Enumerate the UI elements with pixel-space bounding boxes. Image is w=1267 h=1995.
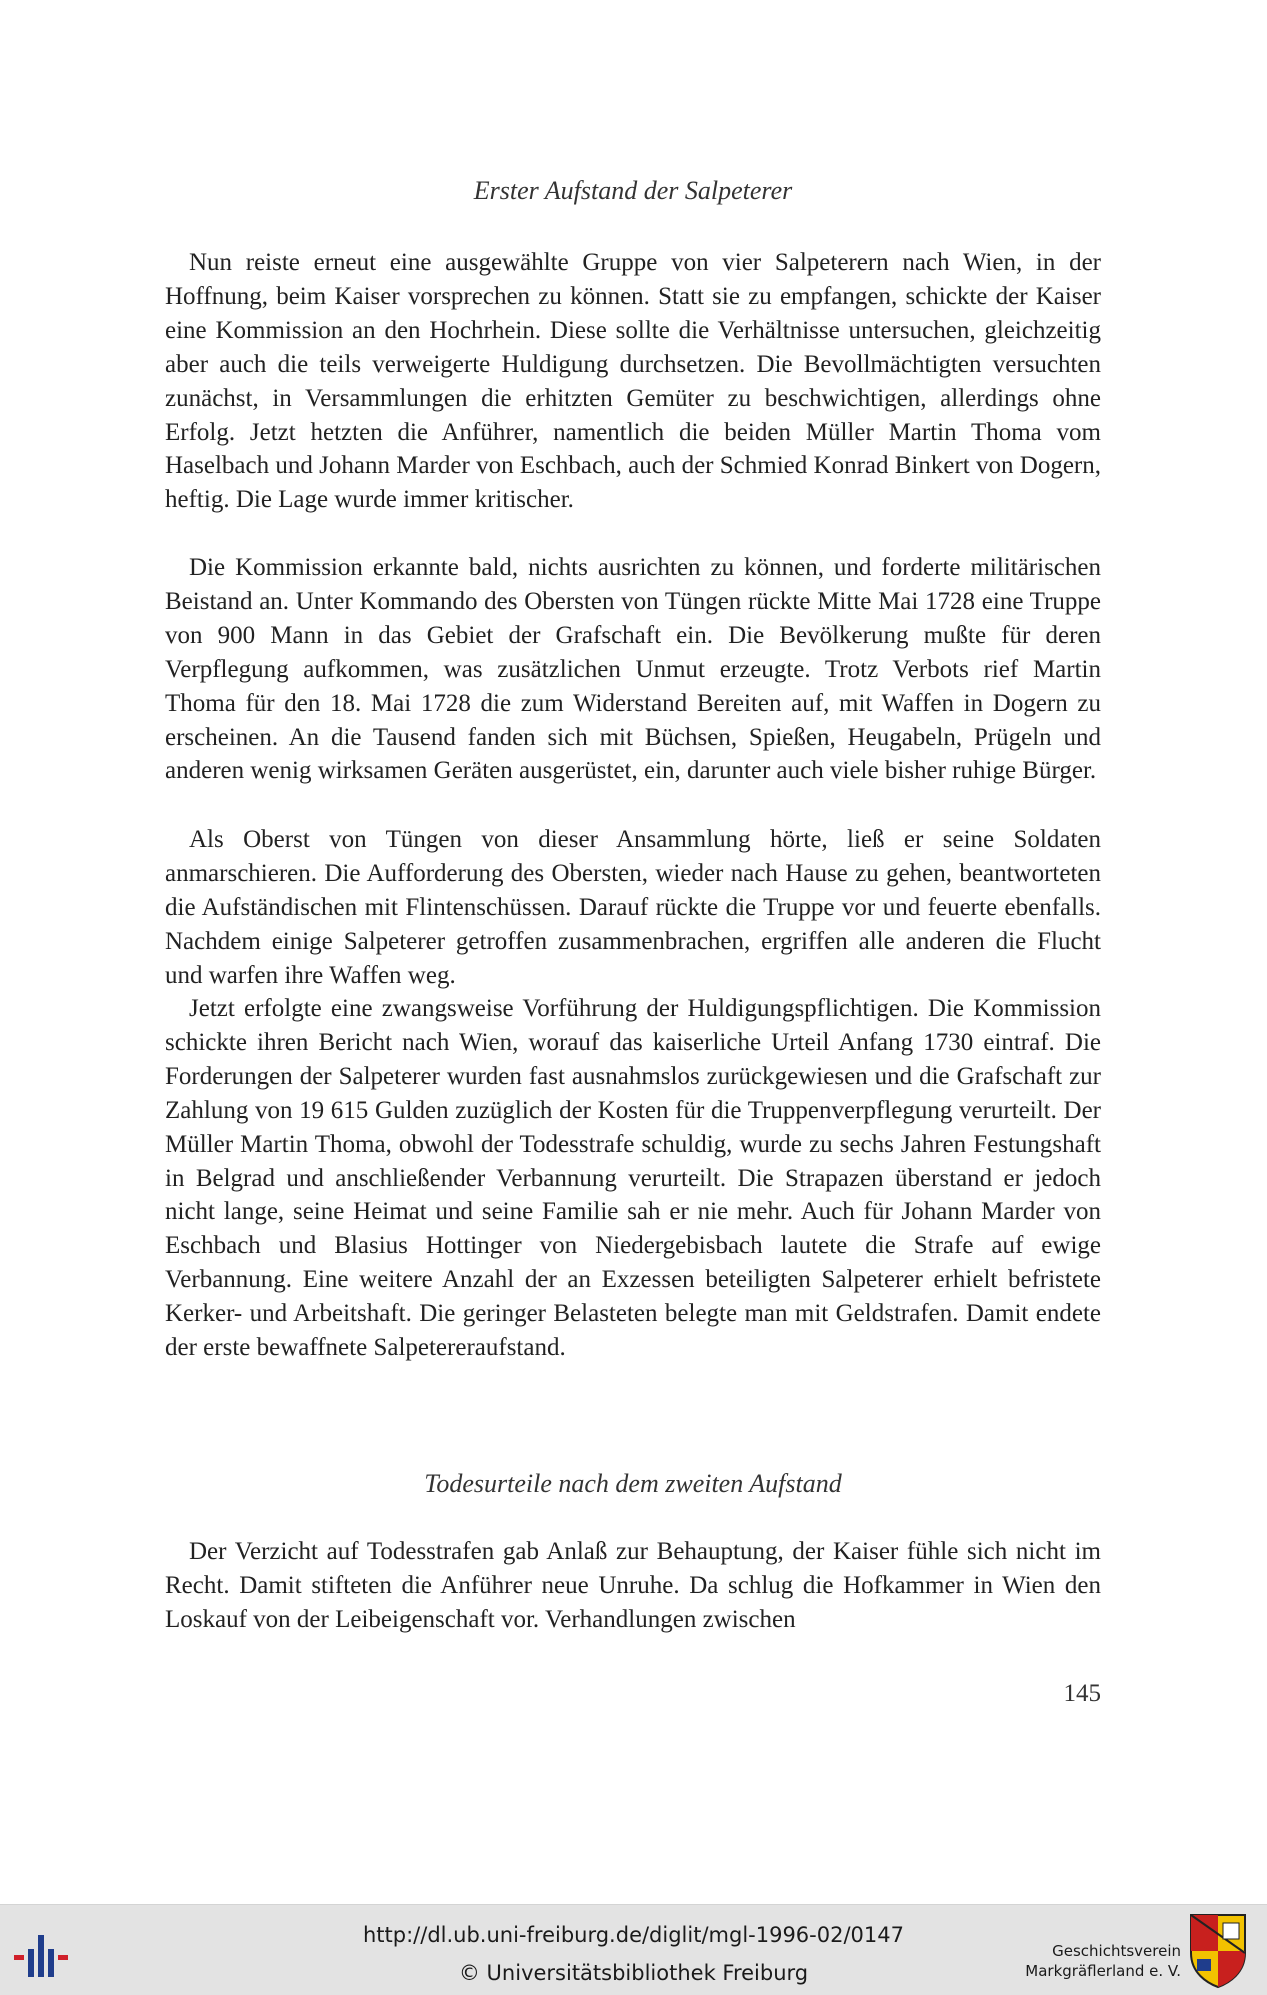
section-heading: Todesurteile nach dem zweiten Aufstand	[424, 1469, 842, 1498]
copyright-text: © Universitätsbibliothek Freiburg	[458, 1961, 809, 1985]
page-number: 145	[1063, 1680, 1101, 1707]
paragraph: Die Kommission erkannte bald, nichts ausrichten zu können, und forderte militärischen Beistand an. Unter Kommando des Obersten von Tüngen rückte Mitte Mai 1728 eine Truppe von 900 Mann in das Gebiet der Grafschaft ein. Die Bevölkerung mußte für deren Verpflegung aufkommen, was zusätzlichen Unmut erzeugte. Trotz Verbots rief Martin Thoma für den 18. Mai 1728 die zum Widerstand Bereiten auf, mit Waffen in Dogern zu erscheinen. An die Tausend fanden sich mit Büchsen, Spießen, Heugabeln, Prügeln und anderen wenig wirksamen Geräten ausgerüstet, ein, darunter auch viele bisher ruhige Bürger.	[165, 554, 1101, 785]
paragraph: Jetzt erfolgte eine zwangsweise Vorführung der Huldigungspflichtigen. Die Kommission schickte ihren Bericht nach Wien, worauf das kaiserliche Urteil Anfang 1730 eintraf. Die Forderungen der Salpeterer wurden fast ausnahmslos zurückgewiesen und die Grafschaft zur Zahlung von 19 615 Gulden zuzüglich der Kosten für die Truppenverpflegung verurteilt. Der Müller Martin Thoma, obwohl der Todesstrafe schuldig, wurde zu sechs Jahren Festungshaft in Belgrad und anschließender Verbannung verurteilt. Die Strapazen überstand er jedoch nicht lange, seine Heimat und seine Familie sah er nie mehr. Auch für Johann Marder von Eschbach und Blasius Hottinger von Niedergebisbach lautete die Strafe auf ewige Verbannung. Eine weitere Anzahl der an Exzessen beteiligten Salpeterer erhielt befristete Kerker- und Arbeitshaft. Die geringer Belasteten belegte man mit Geldstrafen. Damit endete der erste bewaffnete Salpetereraufstand.	[165, 995, 1101, 1362]
coat-of-arms-icon	[1189, 1913, 1247, 1989]
society-name-line1: Geschichtsverein	[1052, 1942, 1181, 1960]
society-name-line2: Markgräflerland e. V.	[1025, 1962, 1181, 1980]
society-name	[1025, 1941, 1181, 1981]
section-heading: Erster Aufstand der Salpeterer	[473, 176, 793, 205]
paragraph: Als Oberst von Tüngen von dieser Ansammlung hörte, ließ er seine Soldaten anmarschieren. Die Aufforderung des Obersten, wieder nach Hause zu gehen, beantworteten die Aufständischen mit Flintenschüssen. Darauf rückte die Truppe vor und feuerte ebenfalls. Nachdem einige Salpeterer getroffen zusammenbrachen, ergriffen alle anderen die Flucht und warfen ihre Waffen weg.	[165, 826, 1101, 989]
source-url-link[interactable]: http://dl.ub.uni-freiburg.de/diglit/mgl-1996-02/0147	[362, 1923, 904, 1947]
paragraph: Nun reiste erneut eine ausgewählte Gruppe von vier Salpeterern nach Wien, in der Hoffnung, beim Kaiser vorsprechen zu können. Statt sie zu empfangen, schickte der Kaiser eine Kommission an den Hochrhein. Diese sollte die Verhältnisse untersuchen, gleichzeitig aber auch die teils verweigerte Huldigung durchsetzen. Die Bevollmächtigten versuchten zunächst, in Versammlungen die erhitzten Gemüter zu beschwichtigen, allerdings ohne Erfolg. Jetzt hetzten die Anführer, namentlich die beiden Müller Martin Thoma vom Haselbach und Johann Marder von Eschbach, auch der Schmied Konrad Binkert von Dogern, heftig. Die Lage wurde immer kritischer.	[165, 249, 1101, 514]
paragraph: Der Verzicht auf Todesstrafen gab Anlaß zur Behauptung, der Kaiser fühle sich nicht im Recht. Damit stifteten die Anführer neue Unruhe. Da schlug die Hofkammer in Wien den Loskauf von der Leibeigenschaft vor. Verhandlungen zwischen	[165, 1538, 1101, 1633]
footer-bar	[0, 1904, 1267, 1995]
